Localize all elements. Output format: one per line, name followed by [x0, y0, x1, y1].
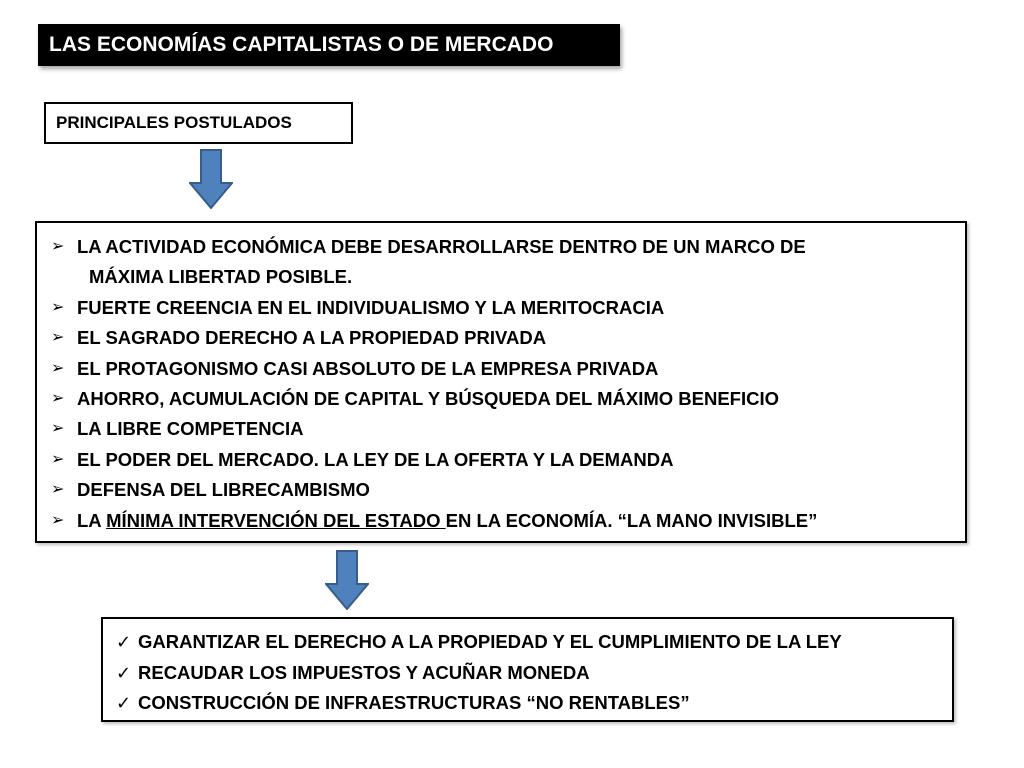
- list-item-text-prefix: LA: [77, 509, 107, 531]
- checkmark-bullet-icon: ✓: [116, 662, 132, 683]
- arrowhead-bullet-icon: ➢: [51, 390, 65, 408]
- arrowhead-bullet-icon: ➢: [51, 238, 65, 255]
- list-item-text: EL PODER DEL MERCADO. LA LEY DE LA OFERTA Y LA DEMANDA: [77, 448, 674, 470]
- list-item: [51, 293, 817, 323]
- list-item-text: FUERTE CREENCIA EN EL INDIVIDUALISMO Y LA MERITOCRACIA: [77, 296, 665, 318]
- arrowhead-bullet-icon: ➢: [51, 359, 65, 377]
- state-functions-box: [101, 617, 954, 722]
- list-item-text-continued: MÁXIMA LIBERTAD POSIBLE.: [89, 266, 353, 288]
- list-item-text: CONSTRUCCIÓN DE INFRAESTRUCTURAS “NO RENTABLES”: [138, 692, 690, 713]
- list-item-text: EL SAGRADO DERECHO A LA PROPIEDAD PRIVADA: [77, 327, 547, 349]
- arrowhead-bullet-icon: ➢: [51, 450, 65, 468]
- list-item-text: LA ACTIVIDAD ECONÓMICA DEBE DESARROLLARSE DENTRO DE UN MARCO DE: [77, 236, 806, 257]
- list-item: [51, 475, 817, 505]
- list-item: [51, 506, 817, 536]
- list-item-text-suffix: EN LA ECONOMÍA. “LA MANO INVISIBLE”: [445, 509, 818, 531]
- list-item: [116, 688, 842, 719]
- arrowhead-bullet-icon: ➢: [51, 329, 65, 347]
- list-item: [51, 232, 817, 293]
- list-item: [51, 445, 817, 475]
- section-heading: PRINCIPALES POSTULADOS: [44, 102, 353, 144]
- down-arrow-icon: [189, 149, 233, 209]
- list-item-text-underlined: MÍNIMA INTERVENCIÓN DEL ESTADO: [106, 509, 446, 531]
- list-item: [116, 658, 842, 689]
- postulates-box: [35, 221, 967, 543]
- list-item-text: LA LIBRE COMPETENCIA: [77, 418, 304, 440]
- state-functions-list: [116, 627, 842, 719]
- arrowhead-bullet-icon: ➢: [51, 511, 65, 529]
- slide-title: LAS ECONOMÍAS CAPITALISTAS O DE MERCADO: [38, 24, 620, 66]
- postulates-list: [51, 232, 817, 536]
- down-arrow-icon: [325, 550, 369, 610]
- arrowhead-bullet-icon: ➢: [51, 481, 65, 499]
- list-item: [116, 627, 842, 658]
- list-item-text: RECAUDAR LOS IMPUESTOS Y ACUÑAR MONEDA: [138, 661, 590, 683]
- arrowhead-bullet-icon: ➢: [51, 420, 65, 438]
- list-item-text: AHORRO, ACUMULACIÓN DE CAPITAL Y BÚSQUEDA DEL MÁXIMO BENEFICIO: [77, 388, 780, 410]
- list-item-text: GARANTIZAR EL DERECHO A LA PROPIEDAD Y EL CUMPLIMIENTO DE LA LEY: [138, 631, 842, 652]
- list-item-text: DEFENSA DEL LIBRECAMBISMO: [77, 479, 370, 501]
- list-item-text: EL PROTAGONISMO CASI ABSOLUTO DE LA EMPRESA PRIVADA: [77, 357, 659, 379]
- list-item: [51, 384, 817, 414]
- list-item: [51, 354, 817, 384]
- list-item: [51, 323, 817, 353]
- list-item: [51, 414, 817, 444]
- arrowhead-bullet-icon: ➢: [51, 298, 65, 316]
- checkmark-bullet-icon: ✓: [116, 693, 132, 713]
- checkmark-bullet-icon: ✓: [116, 632, 132, 652]
